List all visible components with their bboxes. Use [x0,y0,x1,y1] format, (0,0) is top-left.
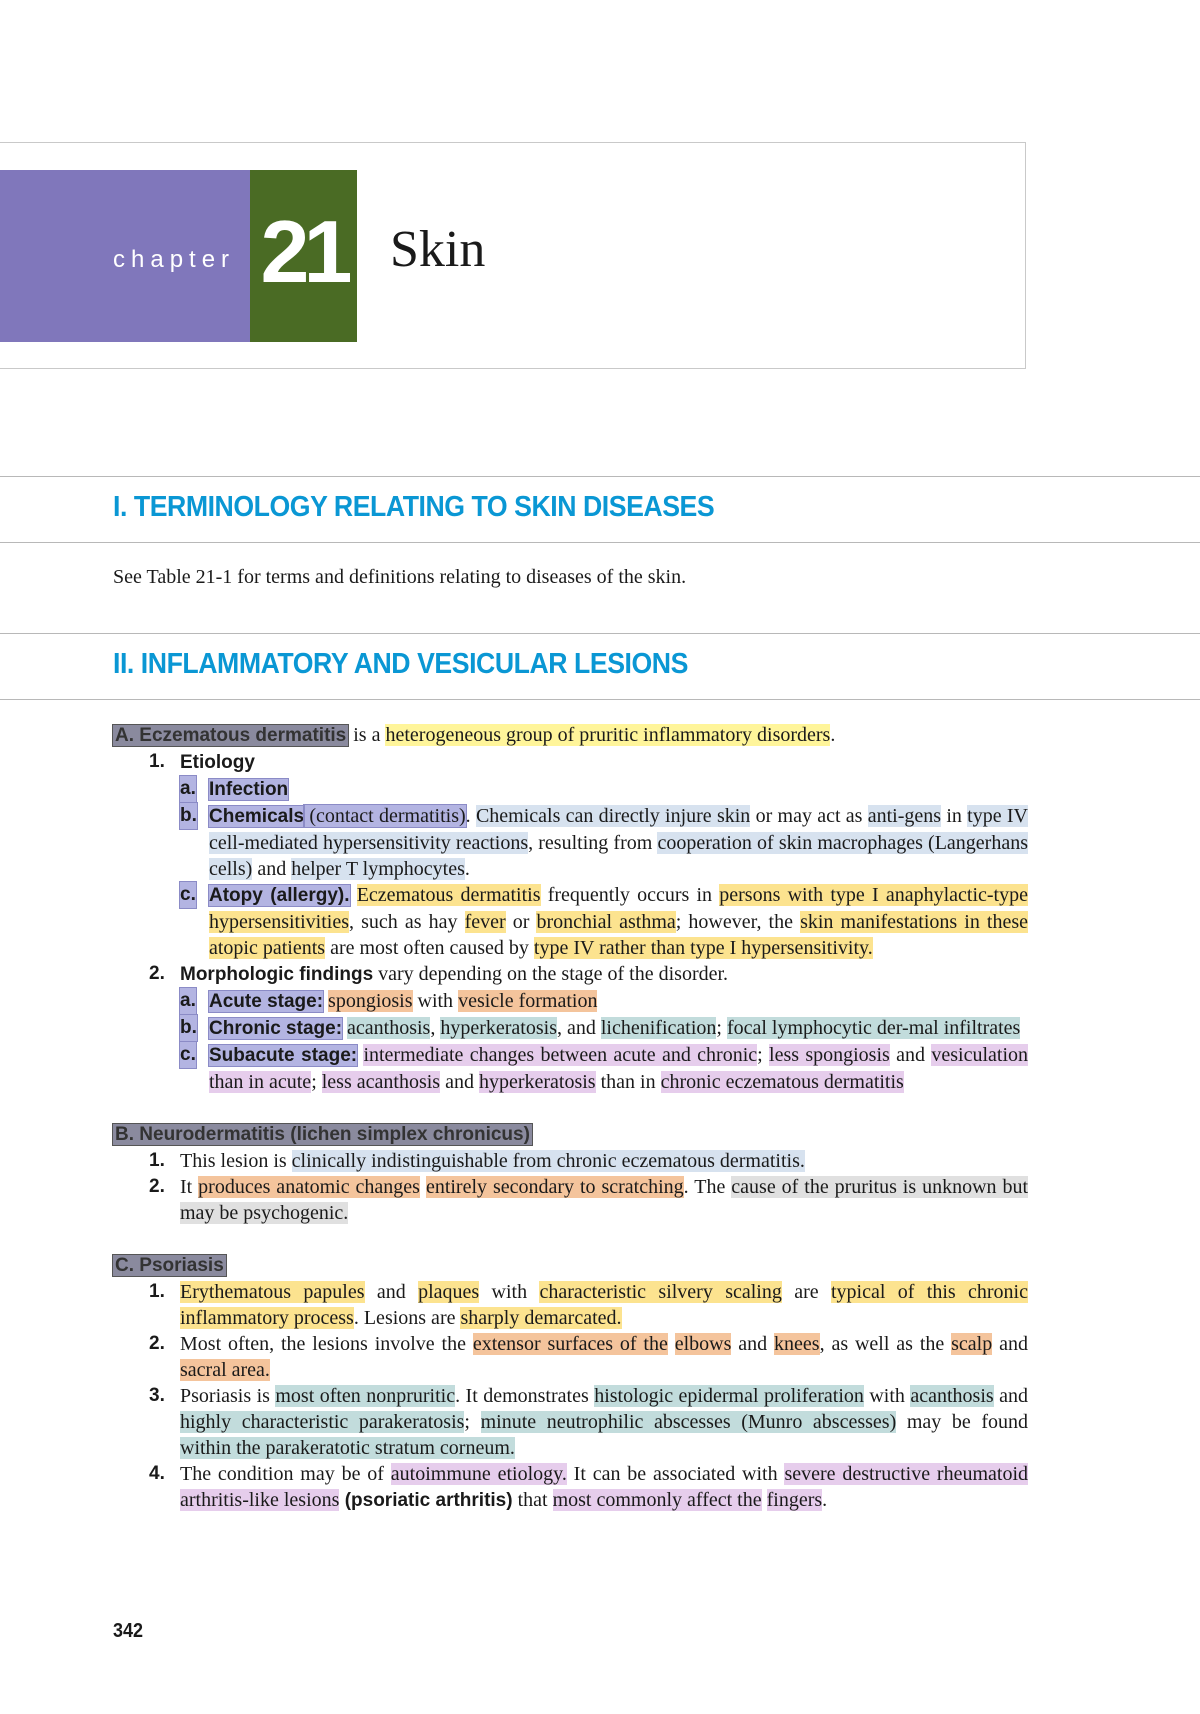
highlight: typical of this chronic inflammatory process [180,1281,1028,1329]
highlight: minute neutrophilic abscesses (Munro abscesses) [480,1411,897,1433]
highlight: chronic eczematous dermatitis [660,1071,904,1093]
highlight: hyperkeratosis [478,1071,596,1093]
highlight: hyperkeratosis [440,1017,557,1039]
highlight: sharply demarcated. [460,1307,622,1329]
list-item [113,1461,1028,1514]
item-letter: b. [180,1015,197,1041]
text: Most often, the lesions involve the [180,1333,473,1355]
text: ; [757,1044,770,1066]
list-item [113,988,1028,1015]
highlight: clinically indistinguishable from chronic eczematous dermatitis. [291,1150,805,1172]
highlight: bronchial asthma [536,911,676,933]
item-heading: Infection [209,779,289,800]
highlight: knees [774,1333,820,1355]
text: in [941,805,968,827]
highlight: histologic epidermal proliferation [594,1385,864,1407]
highlight: focal lymphocytic der-mal infiltrates [726,1017,1021,1039]
text: are [781,1281,831,1303]
item-number: 2. [149,1176,165,1197]
highlight: vesiculation than in acute [209,1044,1028,1093]
item-number: 2. [149,1333,165,1354]
text: ; [311,1071,322,1093]
highlight: type IV rather than type I hypersensitivity. [533,937,873,959]
highlight: produces anatomic changes [198,1176,420,1198]
highlight: heterogeneous group of pruritic inflammatory disorders [385,724,831,746]
highlight: within the parakeratotic stratum corneum. [180,1437,515,1459]
item-letter: a. [180,988,196,1014]
text: . Lesions are [353,1307,461,1329]
list-item [113,882,1028,961]
list-item [113,1015,1028,1042]
list-item [113,1148,1028,1174]
item-heading: Acute stage: [209,991,324,1012]
text: . [465,805,476,827]
item-number: 3. [149,1385,165,1406]
subsection-c [113,1252,1028,1279]
text: than in [595,1071,661,1093]
highlight: vesicle formation [458,990,598,1012]
item-number: 4. [149,1463,165,1484]
highlight: Chemicals can directly injure skin [475,805,751,827]
text: ; however, the [675,911,801,933]
chapter-number: 21 [260,202,347,301]
list-item [113,1174,1028,1226]
text: ; [464,1411,481,1433]
page-number: 342 [113,1620,144,1642]
highlight: (contact dermatitis) [304,805,466,827]
text: with [479,1281,540,1303]
highlight: fever [464,911,506,933]
highlight: elbows [674,1333,732,1355]
highlight: scalp [951,1333,993,1355]
list-item [113,1042,1028,1095]
highlight: fingers [766,1489,823,1511]
item-heading: Subacute stage: [209,1045,358,1066]
highlight: helper T lymphocytes [291,858,465,880]
highlight: less acanthosis [321,1071,441,1093]
item-letter: c. [180,882,196,908]
text: vary depending on the stage of the disorder. [373,963,729,985]
highlight: less spongiosis [769,1044,890,1066]
item-letter: b. [180,803,197,829]
text: with [412,990,459,1012]
text: . The [683,1176,732,1198]
text: and [993,1385,1028,1407]
chapter-label: chapter [113,246,236,273]
text: or may act as [750,805,868,827]
list-item [113,776,1028,803]
text: may be found [896,1411,1029,1433]
section-rule [0,542,1200,543]
spacer [113,1226,1028,1252]
list-item [113,1383,1028,1461]
main-content [113,722,1028,1514]
text: , such as hay [348,911,465,933]
highlight: most often nonpruritic [275,1385,456,1407]
highlight: sacral area. [180,1359,270,1381]
highlight: highly characteristic parakeratosis [180,1411,465,1433]
item-heading: Morphologic findings [180,964,374,985]
subsection-c-heading: C. Psoriasis [115,1255,224,1276]
text: . It demonstrates [455,1385,595,1407]
spacer [113,1095,1028,1121]
highlight: acanthosis [347,1017,431,1039]
subsection-b [113,1121,1028,1148]
section-heading-1: I. TERMINOLOGY RELATING TO SKIN DISEASES [113,491,715,523]
item-number: 1. [149,751,165,772]
highlight: lichenification [600,1017,717,1039]
section-intro: See Table 21-1 for terms and definitions relating to diseases of the skin. [113,566,687,588]
text: and [440,1071,479,1093]
subsection-b-heading: B. Neurodermatitis (lichen simplex chronicus) [115,1124,530,1145]
text: and [889,1044,932,1066]
list-item [113,1279,1028,1331]
text: and [252,858,292,880]
text: are most often caused by [325,937,534,959]
item-heading: Etiology [180,752,255,773]
item-letter: c. [180,1042,196,1068]
item-letter: a. [180,776,196,802]
list-item [113,803,1028,882]
item-heading: (psoriatic arthritis) [339,1490,513,1511]
text: This lesion is [180,1150,292,1172]
text [350,884,357,906]
text: . [822,1489,828,1511]
text: and [364,1281,419,1303]
text: with [863,1385,911,1407]
text [668,1333,675,1355]
highlight: entirely secondary to scratching [425,1176,684,1198]
text: Psoriasis is [180,1385,276,1407]
text: ; [716,1017,727,1039]
text: . [464,858,470,880]
list-item [113,961,1028,988]
text: or [505,911,537,933]
list-item [113,749,1028,776]
text: , [430,1017,441,1039]
highlight: characteristic silvery scaling [539,1281,782,1303]
text: that [512,1489,553,1511]
highlight: skin manifestations in these atopic patients [209,911,1028,959]
section-rule [0,699,1200,700]
highlight: Erythematous papules [180,1281,365,1303]
text: It [180,1176,199,1198]
highlight: autoimmune etiology. [390,1463,567,1485]
text: The condition may be of [180,1463,391,1485]
item-number: 1. [149,1150,165,1171]
item-heading: Chemicals [209,806,305,827]
highlight: severe destructive rheumatoid arthritis-like lesions [180,1463,1029,1511]
highlight: persons with type I anaphylactic-type hypersensitivities [209,884,1028,933]
text: It can be associated with [566,1463,785,1485]
highlight: anti-gens [867,805,942,827]
text: , and [556,1017,601,1039]
text: , resulting from [528,832,658,854]
highlight: type IV cell-mediated hypersensitivity reactions [209,805,1028,854]
text: frequently occurs in [540,884,720,906]
section-heading-2: II. INFLAMMATORY AND VESICULAR LESIONS [113,648,688,680]
highlight: intermediate changes between acute and chronic [363,1044,758,1066]
subsection-a [113,722,1028,749]
list-item [113,1331,1028,1383]
section-rule [0,633,1200,634]
highlight: cooperation of skin macrophages (Langerhans cells) [209,832,1028,880]
item-number: 1. [149,1281,165,1302]
chapter-title: Skin [390,221,486,278]
text: is a [348,724,386,746]
text: and [731,1333,775,1355]
highlight: acanthosis [910,1385,994,1407]
highlight: extensor surfaces of the [472,1333,668,1355]
text: and [992,1333,1028,1355]
item-heading: Chronic stage: [209,1018,343,1039]
section-rule [0,476,1200,477]
highlight: plaques [418,1281,480,1303]
item-heading: Atopy (allergy). [209,885,350,906]
item-number: 2. [149,963,165,984]
highlight: cause of the pruritus is unknown but may be psychogenic. [180,1176,1029,1224]
subsection-a-heading: A. Eczematous dermatitis [115,725,347,746]
text: , as well as the [819,1333,952,1355]
text: . [830,724,836,746]
highlight: Eczematous dermatitis [356,884,541,906]
highlight: spongiosis [328,990,413,1012]
highlight: most commonly affect the [552,1489,762,1511]
text [762,1489,767,1511]
